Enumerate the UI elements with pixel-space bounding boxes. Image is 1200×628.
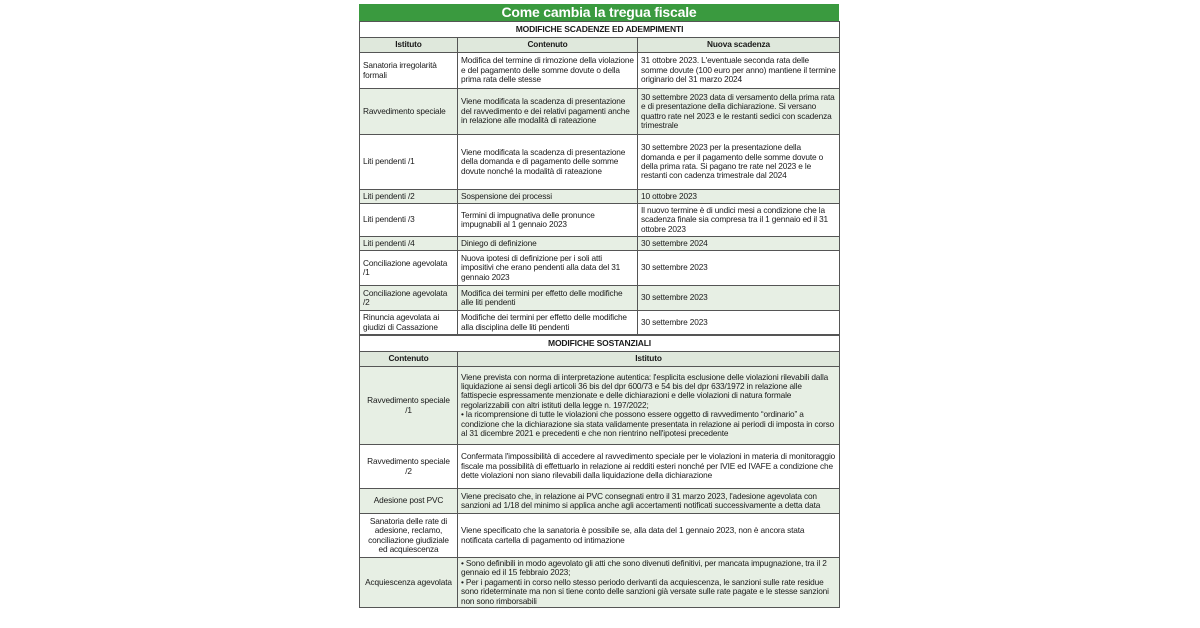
infographic <box>359 4 839 608</box>
table-row <box>360 190 840 204</box>
cell-istituto: Liti pendenti /1 <box>360 135 458 190</box>
table-row <box>360 204 840 237</box>
cell-text: Viene specificato che la sanatoria è possibile se, alla data del 1 gennaio 2023, non è ancora stata notificata cartella di pagamento od intimazione <box>458 514 840 558</box>
cell-label: Adesione post PVC <box>360 489 458 514</box>
page-title: Come cambia la tregua fiscale <box>359 4 839 21</box>
cell-scadenza: 30 settembre 2023 <box>638 251 840 286</box>
cell-bullet: • la ricomprensione di tutte le violazioni che possono essere oggetto di ravvedimento “ordinario” a condizione che la dichiarazione sia stata validamente presentata in relazione ai periodi di imposta in corso al 31 dicembre 2021 e precedenti e che non rientrino nell'ipotesi precedente <box>461 409 835 439</box>
cell-scadenza: 31 ottobre 2023. L'eventuale seconda rata delle somme dovute (100 euro per anno) mantiene il termine originario del 31 marzo 2024 <box>638 53 840 89</box>
table-row <box>360 489 840 514</box>
cell-bullet: • Per i pagamenti in corso nello stesso periodo derivanti da acquiescenza, le sanzioni sulle rate residue sono rideterminate ma non si tiene conto delle sanzioni già versate sulle rate pagate e le stesse sanzioni non sono rimborsabili <box>461 576 829 606</box>
cell-contenuto: Nuova ipotesi di definizione per i soli atti impositivi che erano pendenti alla data del 31 gennaio 2023 <box>458 251 638 286</box>
table-row <box>360 135 840 190</box>
cell-label: Ravvedimento speciale /1 <box>360 367 458 445</box>
table-row <box>360 558 840 608</box>
table-row <box>360 367 840 445</box>
cell-contenuto: Diniego di definizione <box>458 237 638 251</box>
cell-contenuto: Viene modificata la scadenza di presentazione della domanda e di pagamento delle somme dovute nonché la modalità di rateazione <box>458 135 638 190</box>
table-row <box>360 53 840 89</box>
cell-contenuto: Viene modificata la scadenza di presentazione del ravvedimento e dei relativi pagamenti anche in relazione alle modalità di rateazione <box>458 89 638 135</box>
cell-scadenza: 30 settembre 2023 <box>638 311 840 335</box>
cell-bullet: • Sono definibili in modo agevolato gli atti che sono divenuti definitivi, per mancata impugnazione, tra il 2 gennaio ed il 15 febbraio 2023; <box>461 558 827 578</box>
column-header-istituto: Istituto <box>458 352 840 367</box>
cell-istituto: Ravvedimento speciale <box>360 89 458 135</box>
table-row <box>360 89 840 135</box>
cell-scadenza: 10 ottobre 2023 <box>638 190 840 204</box>
cell-text: Confermata l'impossibilità di accedere al ravvedimento speciale per le violazioni in materia di monitoraggio fiscale ma possibilità di effettuarlo in relazione ai redditi esteri nonché per IVIE ed IVAFE a condizione che dette violazioni non siano rilevabili dalla liquidazione della dichiarazione <box>458 445 840 489</box>
cell-istituto: Rinuncia agevolata ai giudizi di Cassazione <box>360 311 458 335</box>
section-title-deadlines: MODIFICHE SCADENZE ED ADEMPIMENTI <box>360 22 840 38</box>
cell-istituto: Liti pendenti /4 <box>360 237 458 251</box>
cell-contenuto: Modifica del termine di rimozione della violazione e del pagamento delle somme dovute o della prima rata delle stesse <box>458 53 638 89</box>
cell-istituto: Conciliazione agevolata /1 <box>360 251 458 286</box>
cell-scadenza: 30 settembre 2024 <box>638 237 840 251</box>
table-row <box>360 445 840 489</box>
cell-scadenza: 30 settembre 2023 per la presentazione della domanda e per il pagamento delle somme dovute o della prima rata. Si pagano tre rate nel 2023 e le restanti con cadenza trimestrale dal 2024 <box>638 135 840 190</box>
cell-paragraph: Viene prevista con norma di interpretazione autentica: l'esplicita esclusione delle violazioni rilevabili dalla liquidazione ai sensi degli articoli 36 bis del dpr 600/73 e 54 bis del dpr 633/1972 in relazione alle fattispecie espressamente menzionate e delle dichiarazioni e delle violazioni di natura formale regolarizzabili con altri istituti della legge n. 197/2022; <box>461 371 829 410</box>
cell-istituto: Sanatoria irregolarità formali <box>360 53 458 89</box>
cell-text: Viene precisato che, in relazione ai PVC consegnati entro il 31 marzo 2023, l'adesione agevolata con sanzioni ad 1/18 del minimo si applica anche agli accertamenti notificati successivamente a detta data <box>458 489 840 514</box>
table-row <box>360 286 840 311</box>
deadlines-table <box>359 21 840 335</box>
column-header-contenuto: Contenuto <box>458 38 638 53</box>
cell-contenuto: Sospensione dei processi <box>458 190 638 204</box>
cell-text <box>458 558 840 608</box>
column-header-contenuto: Contenuto <box>360 352 458 367</box>
table-row <box>360 311 840 335</box>
cell-istituto: Conciliazione agevolata /2 <box>360 286 458 311</box>
cell-label: Acquiescenza agevolata <box>360 558 458 608</box>
section-title-substantive: MODIFICHE SOSTANZIALI <box>360 336 840 352</box>
table-row <box>360 237 840 251</box>
cell-label: Sanatoria delle rate di adesione, reclamo, conciliazione giudiziale ed acquiescenza <box>360 514 458 558</box>
table-row <box>360 514 840 558</box>
cell-contenuto: Modifica dei termini per effetto delle modifiche alle liti pendenti <box>458 286 638 311</box>
cell-label: Ravvedimento speciale /2 <box>360 445 458 489</box>
cell-contenuto: Modifiche dei termini per effetto delle modifiche alla disciplina delle liti pendenti <box>458 311 638 335</box>
column-header-scadenza: Nuova scadenza <box>638 38 840 53</box>
cell-istituto: Liti pendenti /3 <box>360 204 458 237</box>
cell-text <box>458 367 840 445</box>
table-row <box>360 251 840 286</box>
cell-istituto: Liti pendenti /2 <box>360 190 458 204</box>
cell-scadenza: 30 settembre 2023 <box>638 286 840 311</box>
cell-contenuto: Termini di impugnativa delle pronunce impugnabili al 1 gennaio 2023 <box>458 204 638 237</box>
cell-scadenza: 30 settembre 2023 data di versamento della prima rata e di presentazione della dichiarazione. Si versano quattro rate nel 2023 e le restanti sedici con scadenza trimestrale <box>638 89 840 135</box>
substantive-changes-table <box>359 335 840 608</box>
cell-scadenza: Il nuovo termine è di undici mesi a condizione che la scadenza finale sia compresa tra il 1 gennaio ed il 31 ottobre 2023 <box>638 204 840 237</box>
column-header-istituto: Istituto <box>360 38 458 53</box>
